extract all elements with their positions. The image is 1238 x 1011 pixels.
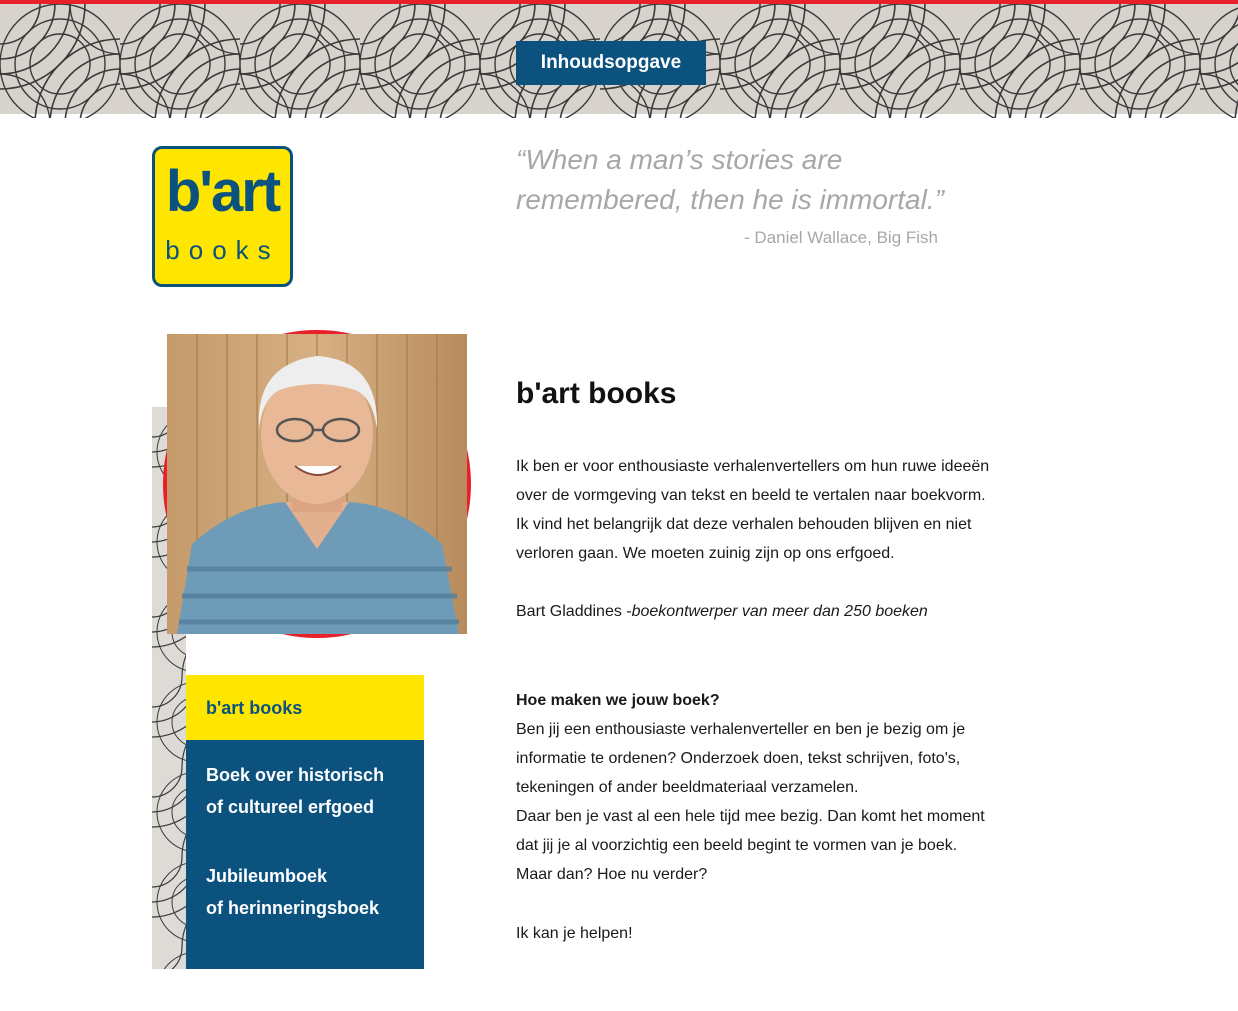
intro-line: Ik vind het belangrijk dat deze verhalen behouden blijven en niet: [516, 516, 972, 533]
section-paragraph: [516, 715, 1006, 889]
signature-name: Bart Gladdines -: [516, 603, 632, 620]
page-title: b'art books: [516, 377, 677, 410]
nav-item-label: Kunstboek: [206, 967, 300, 987]
section-line: informatie te ordenen? Onderzoek doen, tekst schrijven, foto's,: [516, 750, 961, 767]
section-line: Daar ben je vast al een hele tijd mee bezig. Dan komt het moment: [516, 808, 985, 825]
intro-paragraph: [516, 452, 1006, 568]
quote-text: [516, 140, 946, 220]
nav-item-bart-books[interactable]: [186, 675, 424, 740]
signature-role: boekontwerper van meer dan 250 boeken: [631, 603, 928, 620]
nav-item-label: of cultureel erfgoed: [206, 797, 375, 817]
quote-line: “When a man’s stories are: [516, 144, 843, 175]
intro-line: Ik ben er voor enthousiaste verhalenvertellers om hun ruwe ideeën: [516, 458, 990, 475]
closing-text: Ik kan je helpen!: [516, 925, 633, 942]
section-line: tekeningen of ander beeldmateriaal verzamelen.: [516, 779, 859, 796]
intro-line: over de vormgeving van tekst en beeld te vertalen naar boekvorm.: [516, 487, 986, 504]
quote-author: - Daniel Wallace, Big Fish: [744, 228, 938, 247]
sidebar-nav: [186, 675, 424, 987]
quote-line: remembered, then he is immortal.”: [516, 184, 944, 215]
nav-item-art-book[interactable]: [186, 942, 424, 1011]
header-banner: [0, 0, 1238, 114]
nav-item-label: b'art books: [206, 697, 303, 718]
section-line: Ben jij een enthousiaste verhalenverteller en ben je bezig om je: [516, 721, 966, 738]
section-line: Maar dan? Hoe nu verder?: [516, 866, 708, 883]
portrait-illustration: [167, 334, 467, 634]
table-of-contents-button[interactable]: Inhoudsopgave: [516, 41, 706, 85]
signature: [516, 597, 1006, 626]
nav-item-label: Jubileumboek: [206, 866, 328, 886]
bart-books-logo[interactable]: [152, 146, 293, 287]
nav-item-historical-heritage-book[interactable]: [186, 740, 424, 841]
nav-item-label: of herinneringsboek: [206, 898, 380, 918]
section-heading: Hoe maken we jouw boek?: [516, 692, 720, 709]
author-portrait: [163, 330, 471, 638]
section-line: dat jij je al voorzichtig een beeld begint te vormen van je boek.: [516, 837, 958, 854]
nav-item-label: Boek over historisch: [206, 765, 385, 785]
intro-line: verloren gaan. We moeten zuinig zijn op ons erfgoed.: [516, 545, 895, 562]
nav-item-jubilee-book[interactable]: [186, 841, 424, 942]
logo-text-bart: b'art: [165, 159, 280, 224]
logo-text-books: books: [165, 235, 280, 265]
